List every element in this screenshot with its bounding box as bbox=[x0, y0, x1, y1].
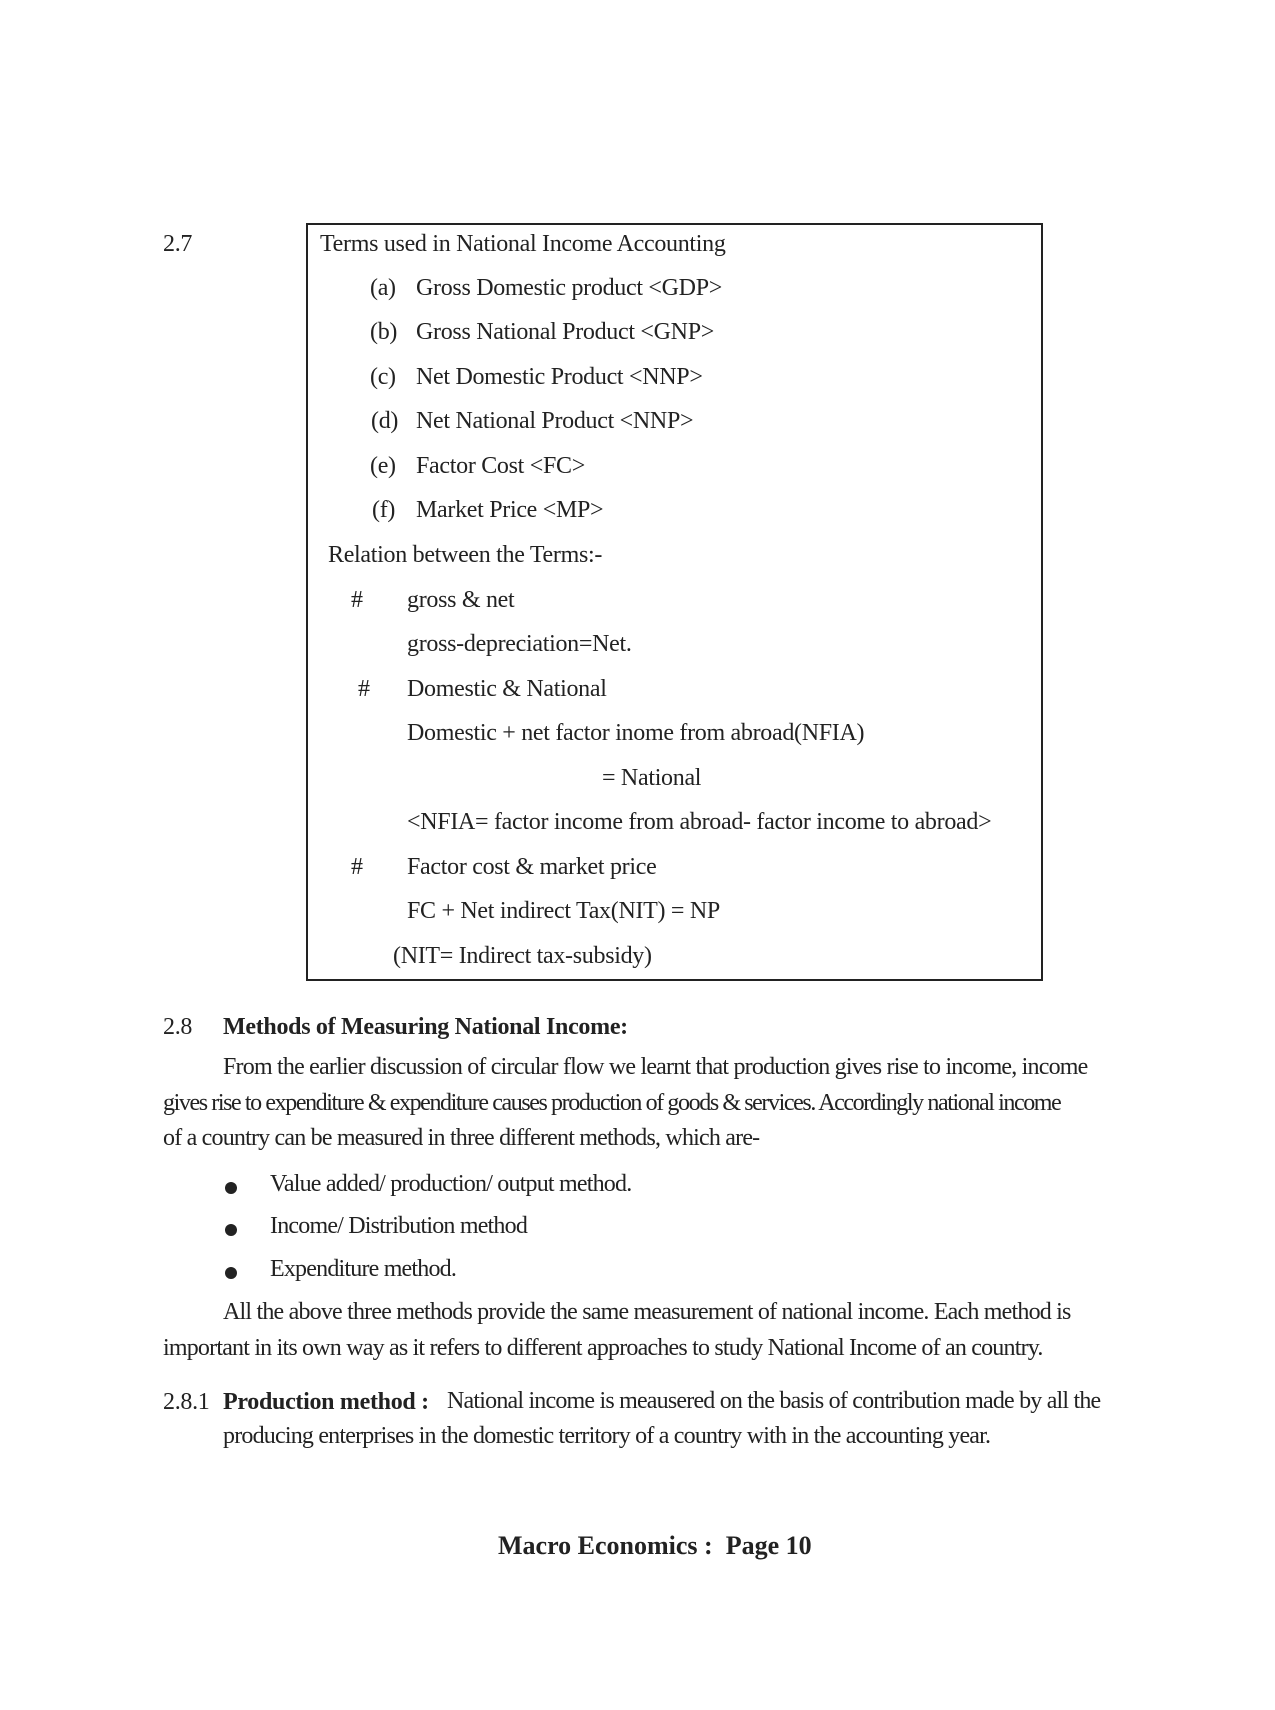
term-marker: (f) bbox=[372, 497, 396, 523]
section-number-2-7: 2.7 bbox=[163, 231, 193, 257]
term-marker: (e) bbox=[370, 453, 396, 479]
term-marker: (d) bbox=[371, 408, 399, 434]
term-marker: (c) bbox=[370, 364, 396, 390]
paragraph-line: important in its own way as it refers to different approaches to study National Income of an country. bbox=[163, 1335, 1043, 1361]
relation-title: gross & net bbox=[407, 587, 515, 613]
section-number-2-8-1: 2.8.1 bbox=[163, 1389, 210, 1415]
relation-title: Factor cost & market price bbox=[407, 854, 657, 880]
paragraph-line: producing enterprises in the domestic territory of a country with in the accounting year. bbox=[223, 1423, 991, 1449]
section-heading: Production method : bbox=[223, 1389, 429, 1415]
bullet-icon bbox=[225, 1224, 237, 1236]
relation-heading: Relation between the Terms:- bbox=[328, 542, 603, 568]
relation-title: Domestic & National bbox=[407, 676, 607, 702]
paragraph-line: From the earlier discussion of circular flow we learnt that production gives rise to income, income bbox=[223, 1054, 1088, 1080]
term-text: Factor Cost <FC> bbox=[416, 453, 585, 479]
section-heading: Methods of Measuring National Income: bbox=[223, 1014, 628, 1040]
paragraph-line: gives rise to expenditure & expenditure causes production of goods & services. Accordingly national income bbox=[163, 1090, 1061, 1116]
bullet-icon bbox=[225, 1182, 237, 1194]
bullet-icon bbox=[225, 1267, 237, 1279]
term-text: Net Domestic Product <NNP> bbox=[416, 364, 703, 390]
page-footer: Macro Economics : Page 10 bbox=[498, 1531, 812, 1560]
term-text: Net National Product <NNP> bbox=[416, 408, 694, 434]
term-marker: (a) bbox=[370, 275, 396, 301]
term-text: Gross Domestic product <GDP> bbox=[416, 275, 722, 301]
box-title: Terms used in National Income Accounting bbox=[320, 231, 726, 257]
bullet-item: Value added/ production/ output method. bbox=[270, 1171, 632, 1197]
relation-marker: # bbox=[358, 676, 370, 702]
bullet-item: Expenditure method. bbox=[270, 1256, 457, 1282]
paragraph-line: of a country can be measured in three different methods, which are- bbox=[163, 1125, 760, 1151]
bullet-item: Income/ Distribution method bbox=[270, 1213, 528, 1239]
term-marker: (b) bbox=[370, 319, 398, 345]
relation-marker: # bbox=[351, 587, 363, 613]
relation-line: FC + Net indirect Tax(NIT) = NP bbox=[407, 898, 720, 924]
relation-line: <NFIA= factor income from abroad- factor income to abroad> bbox=[407, 809, 992, 835]
term-text: Market Price <MP> bbox=[416, 497, 604, 523]
relation-line: Domestic + net factor inome from abroad(NFIA) bbox=[407, 720, 865, 746]
relation-line: (NIT= Indirect tax-subsidy) bbox=[393, 943, 652, 969]
section-number-2-8: 2.8 bbox=[163, 1014, 193, 1040]
paragraph-line: National income is meausered on the basis of contribution made by all the bbox=[447, 1388, 1101, 1414]
term-text: Gross National Product <GNP> bbox=[416, 319, 714, 345]
relation-marker: # bbox=[351, 854, 363, 880]
relation-line: gross-depreciation=Net. bbox=[407, 631, 632, 657]
paragraph-line: All the above three methods provide the same measurement of national income. Each method is bbox=[223, 1299, 1071, 1325]
relation-line: = National bbox=[602, 765, 702, 791]
